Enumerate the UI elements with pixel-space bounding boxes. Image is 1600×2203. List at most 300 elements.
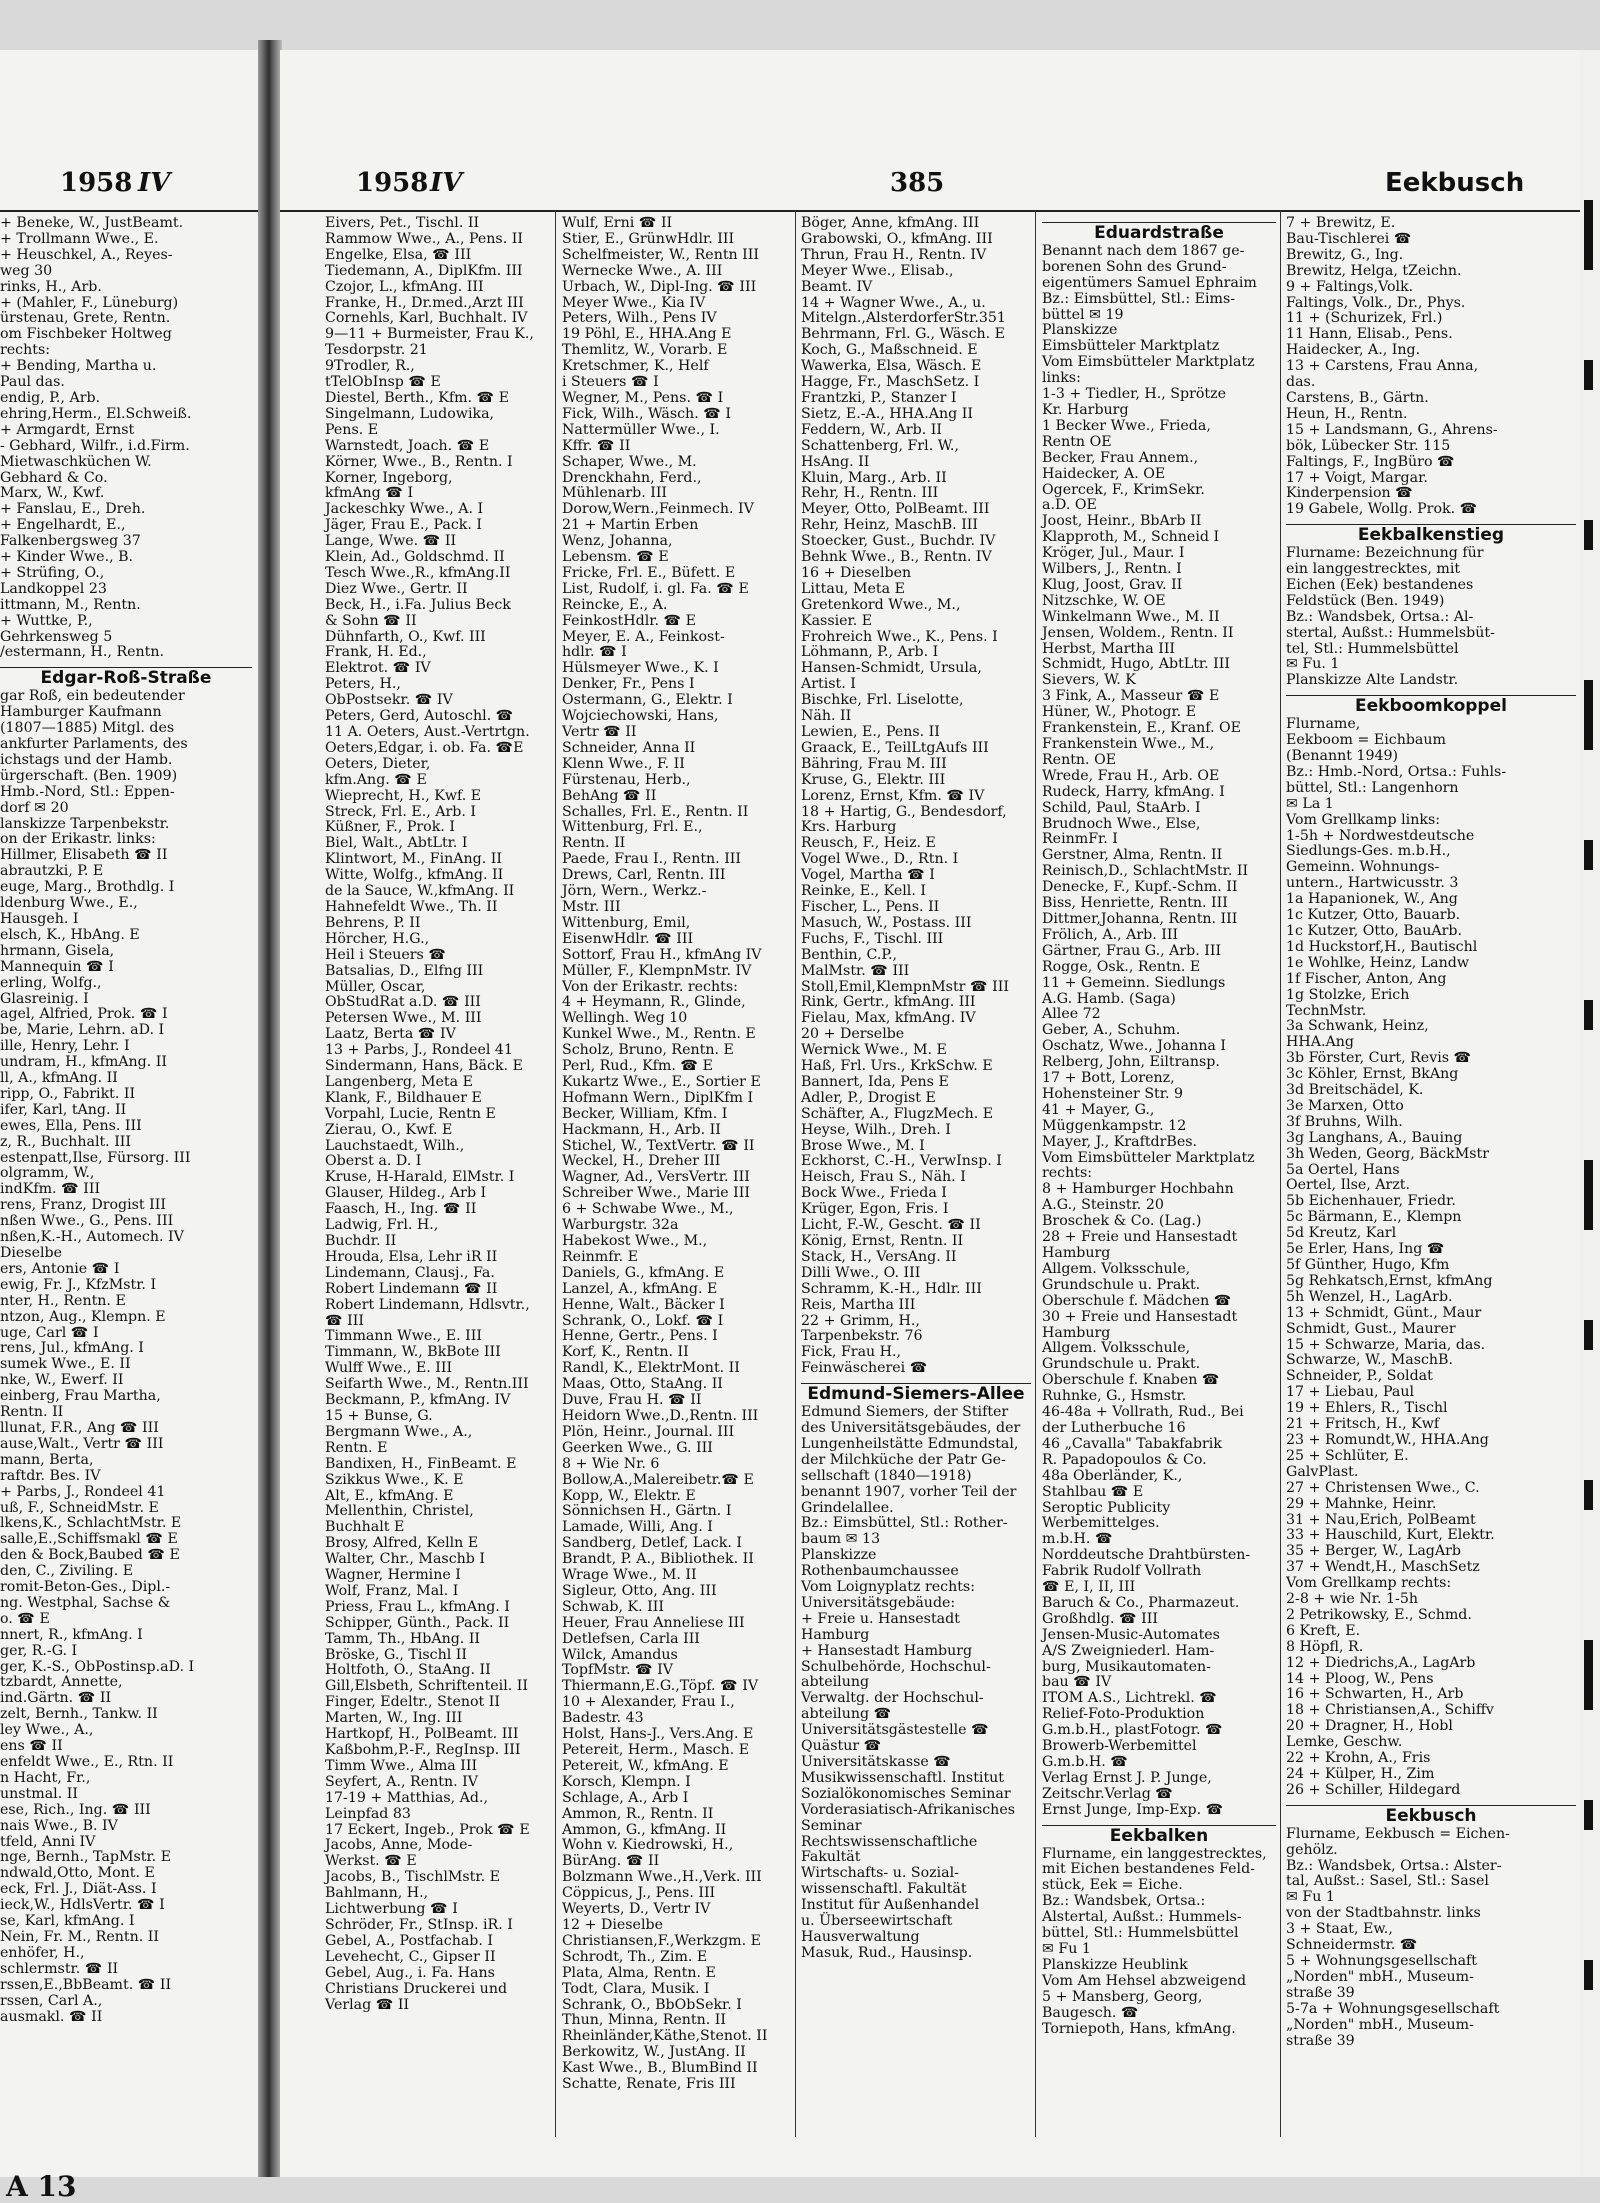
directory-entry: Schwarze, W., MaschB. (1286, 1352, 1453, 1369)
column-divider (555, 210, 556, 2137)
thumb-index-mark (1584, 520, 1593, 550)
directory-entry: /estermann, H., Rentn. (0, 644, 165, 661)
book-gutter (258, 40, 282, 2177)
directory-entry: Heisch, Frau S., Näh. I (801, 1169, 966, 1186)
directory-entry: Sandberg, Detlef, Lack. I (562, 1535, 742, 1552)
directory-entry: Faltings, F., IngBüro ☎ (1286, 453, 1455, 470)
directory-entry: (Benannt 1949) (1286, 748, 1399, 764)
directory-entry: 46 „Cavalla" Tabakfabrik (1042, 1435, 1222, 1452)
directory-entry: Schwab, K. III (562, 1598, 664, 1615)
directory-entry: Warburgstr. 32a (562, 1217, 679, 1234)
directory-entry: List, Rudolf, i. gl. Fa. ☎ E (562, 580, 749, 597)
directory-entry: Streck, Frl. E., Arb. I (325, 803, 476, 820)
directory-entry: Mühlenarb. III (562, 485, 668, 502)
directory-entry: nter, H., Rentn. E (0, 1292, 126, 1309)
directory-entry: Wellingh. Weg 10 (562, 1010, 688, 1027)
directory-entry: zelt, Bernh., Tankw. II (0, 1706, 158, 1723)
directory-entry: Klug, Joost, Grav. II (1042, 576, 1183, 593)
directory-entry: 8 Höpfl, R. (1286, 1638, 1364, 1655)
directory-entry: 15 + Schwarze, Maria, das. (1286, 1336, 1486, 1353)
directory-entry: Faltings, Volk., Dr., Phys. (1286, 294, 1466, 311)
directory-entry: Gehrkensweg 5 (0, 628, 113, 645)
directory-entry: Ostermann, G., Elektr. I (562, 692, 733, 709)
directory-entry: Mannequin ☎ I (0, 958, 114, 975)
directory-entry: 3c Köhler, Ernst, BkAng (1286, 1066, 1459, 1083)
right-page (280, 50, 1580, 2177)
directory-entry: Detlefsen, Carla III (562, 1630, 700, 1647)
directory-entry: Glasreinig. I (0, 990, 89, 1007)
directory-entry: Bergmann Wwe., A., (325, 1423, 473, 1440)
directory-entry: Verlag ☎ II (325, 1996, 410, 2013)
directory-entry: + Heuschkel, A., Reyes- (0, 246, 173, 263)
directory-entry: Gebhard & Co. (0, 469, 108, 486)
directory-entry: 15 + Bunse, G. (325, 1407, 433, 1424)
directory-entry: Hmb.-Nord, Stl.: Eppen- (0, 783, 175, 800)
directory-entry: Seroptic Publicity (1042, 1499, 1171, 1516)
directory-entry: Ladwig, Frl. H., (325, 1217, 439, 1234)
directory-entry: Duve, Frau H. ☎ II (562, 1392, 702, 1409)
directory-entry: Szikkus Wwe., K. E (325, 1471, 464, 1488)
directory-entry: 41 + Mayer, G., (1042, 1101, 1155, 1118)
directory-entry: salle,E.,Schiffsmakl ☎ E (0, 1531, 178, 1548)
directory-entry: Jackeschky Wwe., A. I (325, 501, 484, 518)
left-header-year: 1958 (60, 168, 133, 198)
directory-entry: Universitätskasse ☎ (801, 1754, 951, 1770)
thumb-index-mark (1584, 1160, 1593, 1230)
directory-entry: Timm Wwe., Alma III (325, 1757, 478, 1774)
directory-entry: Urbach, W., Dipl-Ing. ☎ III (562, 278, 757, 295)
directory-entry: Denker, Fr., Pens I (562, 676, 695, 693)
directory-entry: Lange, Wwe. ☎ II (325, 533, 457, 550)
directory-entry: 1a Hapanionek, W., Ang (1286, 891, 1458, 908)
directory-entry: 19 Pöhl, E., HHA.Ang E (562, 326, 732, 343)
directory-entry: 46-48a + Vollrath, Rud., Bei (1042, 1404, 1244, 1421)
directory-entry: tTelObInsp ☎ E (325, 374, 441, 391)
directory-entry: den & Bock,Baubed ☎ E (0, 1547, 180, 1564)
directory-entry: Bannert, Ida, Pens E (801, 1073, 949, 1090)
directory-entry: Timmann Wwe., E. III (325, 1328, 482, 1345)
directory-entry: Priess, Frau L., kfmAng. I (325, 1598, 510, 1615)
directory-entry: Mstr. III (562, 898, 621, 915)
directory-entry: Hrouda, Elsa, Lehr iR II (325, 1248, 498, 1265)
directory-entry: ley Wwe., A., (0, 1722, 94, 1739)
directory-column-1 (325, 216, 551, 2191)
directory-entry: rens, Jul., kfmAng. I (0, 1340, 144, 1357)
directory-entry: Oeters, Dieter, (325, 755, 431, 772)
directory-entry: Zierau, O., Kwf. E (325, 1121, 453, 1138)
directory-entry: Schäfter, A., FlugzMech. E (801, 1105, 994, 1122)
directory-entry: 2-8 + wie Nr. 1-5h (1286, 1591, 1418, 1608)
directory-entry: 1-3 + Tiedler, H., Sprötze (1042, 386, 1227, 403)
directory-entry: Bollow,A.,Malereibetr.☎ E (562, 1471, 754, 1488)
directory-entry: Werkst. ☎ E (325, 1853, 417, 1870)
directory-entry: ewes, Ella, Pens. III (0, 1117, 142, 1134)
directory-entry: Denecke, F., Kupf.-Schm. II (1042, 879, 1238, 896)
directory-entry: Schneidermstr. ☎ (1286, 1937, 1418, 1954)
directory-entry: Frank, H. Ed., (325, 644, 427, 661)
directory-entry: GalvPlast. (1286, 1463, 1359, 1480)
directory-entry: Eimsbütteler Marktplatz (1042, 338, 1220, 355)
directory-entry: bau ☎ IV (1042, 1674, 1112, 1691)
directory-entry: Kunkel Wwe., M., Rentn. E (562, 1026, 756, 1043)
directory-entry: 6 + Schwabe Wwe., M., (562, 1201, 734, 1218)
directory-entry: Eekboom = Eichbaum (1286, 732, 1446, 749)
directory-entry: Hartkopf, H., PolBeamt. III (325, 1726, 519, 1743)
directory-entry: Masuch, W., Postass. III (801, 914, 972, 931)
directory-entry: Laatz, Berta ☎ IV (325, 1026, 456, 1043)
directory-entry: Themlitz, W., Vorarb. E (562, 342, 728, 359)
directory-entry: m.b.H. ☎ (1042, 1531, 1113, 1548)
directory-entry: 3 Fink, A., Masseur ☎ E (1042, 688, 1220, 705)
directory-entry: 1f Fischer, Anton, Ang (1286, 970, 1447, 987)
directory-entry: + Kinder Wwe., B. (0, 549, 134, 566)
page-edge-thumb-marks (1580, 50, 1600, 2177)
directory-entry: Behrmann, Frl. G., Wäsch. E (801, 326, 1006, 343)
directory-entry: Schmidt, Hugo, AbtLtr. III (1042, 656, 1230, 673)
directory-entry: 11 Hann, Elisab., Pens. (1286, 326, 1453, 343)
directory-entry: 5h Wenzel, H., LagArb. (1286, 1288, 1453, 1305)
directory-entry: Lamade, Willi, Ang. I (562, 1519, 713, 1536)
directory-entry: rssen,E.,BbBeamt. ☎ II (0, 1976, 172, 1993)
directory-entry: ldenburg Wwe., E., (0, 895, 138, 912)
directory-entry: burg, Musikautomaten- (1042, 1658, 1211, 1675)
thumb-index-mark (1584, 1320, 1593, 1350)
directory-entry: Allee 72 (1042, 1006, 1101, 1023)
directory-entry: 48a Oberländer, K., (1042, 1467, 1183, 1484)
directory-entry: Brosy, Alfred, Kelln E (325, 1535, 479, 1552)
directory-entry: Hülsmeyer Wwe., K. I (562, 660, 719, 677)
directory-entry: olgramm, W., (0, 1165, 95, 1182)
directory-entry: Vom Am Hehsel abzweigend (1042, 1972, 1247, 1989)
directory-entry: Musikwissenschaftl. Institut (801, 1769, 1004, 1786)
street-heading: Edmund-Siemers-Allee (801, 1383, 1031, 1403)
directory-entry: Vom Grellkamp links: (1286, 811, 1441, 828)
directory-entry: Sietz, E.-A., HHA.Ang II (801, 405, 973, 422)
directory-entry: 3b Förster, Curt, Revis ☎ (1286, 1050, 1472, 1067)
directory-entry: Tesdorpstr. 21 (325, 342, 428, 359)
directory-entry: 30 + Freie und Hansestadt (1042, 1308, 1238, 1325)
directory-entry: Krs. Harburg (801, 819, 897, 836)
directory-entry: Joost, Heinr., BbArb II (1042, 513, 1202, 530)
directory-entry: Buchhalt E (325, 1519, 405, 1536)
directory-entry: Bz.: Eimsbüttel, Stl.: Rother- (801, 1515, 1008, 1532)
directory-entry: R. Papadopoulos & Co. (1042, 1451, 1207, 1468)
directory-entry: ger, K.-S., ObPostinsp.aD. I (0, 1658, 195, 1675)
directory-entry: Witte, Wolfg., kfmAng. II (325, 867, 504, 884)
directory-entry: Wawerka, Elsa, Wäsch. E (801, 358, 982, 375)
directory-entry: lanskizze Tarpenbekstr. (0, 815, 170, 832)
directory-entry: erling, Wolfg., (0, 974, 102, 991)
directory-entry: ✉ La 1 (1286, 795, 1334, 812)
directory-entry: 5f Günther, Hugo, Kfm (1286, 1257, 1450, 1273)
directory-entry: 16 + Dieselben (801, 564, 912, 581)
directory-entry: Schrank, O., Lokf. ☎ I (562, 1312, 724, 1329)
directory-entry: Fakultät (801, 1849, 861, 1866)
directory-entry: Wieprecht, H., Kwf. E (325, 787, 482, 804)
directory-entry: Hofmann Wern., DiplKfm I (562, 1089, 754, 1106)
directory-entry: Landkoppel 23 (0, 580, 107, 597)
directory-entry: nßen Wwe., G., Pens. III (0, 1213, 174, 1230)
directory-entry: 23 + Romundt,W., HHA.Ang (1286, 1431, 1489, 1448)
directory-entry: Nattermüller Wwe., I. (562, 421, 720, 438)
directory-entry: gar Roß, ein bedeutender (0, 688, 185, 705)
directory-entry: Rothenbaumchaussee (801, 1563, 959, 1580)
directory-entry: Holst, Hans-J., Vers.Ang. E (562, 1726, 754, 1743)
directory-entry: Fabrik Rudolf Vollrath (1042, 1563, 1202, 1580)
directory-entry: Oberschule f. Mädchen ☎ (1042, 1292, 1232, 1309)
directory-entry: ll, A., kfmAng. II (0, 1070, 118, 1087)
directory-entry: TechnMstr. (1286, 1002, 1367, 1019)
directory-entry: 5 + Wohnungsgesellschaft (1286, 1952, 1478, 1969)
directory-entry: Timmann, W., BkBote III (325, 1344, 501, 1361)
directory-entry: wissenschaftl. Fakultät (801, 1881, 967, 1898)
directory-entry: Kaßbohm,P.-F., RegInsp. III (325, 1742, 521, 1758)
directory-entry: abrautzki, P. E (0, 863, 104, 880)
directory-entry: Gretenkord Wwe., M., (801, 596, 961, 613)
directory-entry: Hamburger Kaufmann (0, 704, 162, 721)
directory-entry: 11 + (Schurizek, Frl.) (1286, 310, 1443, 327)
directory-entry: Stoecker, Gust., Buchdr. IV (801, 533, 996, 550)
directory-entry: BehAng ☎ II (562, 787, 657, 804)
directory-entry: Habekost Wwe., M., (562, 1233, 708, 1249)
directory-entry: weg 30 (0, 262, 53, 279)
directory-entry: Oberst a. D. I (325, 1153, 422, 1170)
directory-entry: se, Karl, kfmAng. I (0, 1913, 135, 1930)
directory-entry: ürgerschaft. (Ben. 1909) (0, 767, 178, 784)
left-header-volume: IV (138, 168, 171, 198)
directory-entry: 26 + Schiller, Hildegard (1286, 1781, 1461, 1798)
directory-entry: Ammon, R., Rentn. II (562, 1805, 714, 1822)
directory-entry: Hamburg (1042, 1245, 1111, 1261)
directory-entry: Bähring, Frau M. III (801, 755, 947, 772)
directory-entry: Sievers, W. K (1042, 672, 1136, 689)
directory-entry: + Fanslau, E., Dreh. (0, 501, 146, 518)
directory-entry: 17 Eckert, Ingeb., Prok ☎ E (325, 1821, 530, 1838)
column-divider (1035, 210, 1036, 2137)
directory-entry: Klapproth, M., Schneid I (1042, 529, 1220, 546)
directory-entry: Löhmann, P., Arb. I (801, 644, 939, 661)
directory-entry: Bz.: Wandsbek, Ortsa.: Al- (1286, 608, 1474, 625)
directory-entry: Wrage Wwe., M. II (562, 1567, 697, 1584)
right-page-header (280, 168, 1580, 208)
directory-entry: ☎ E, I, II, III (1042, 1579, 1136, 1596)
directory-entry: büttel, Stl.: Langenhorn (1286, 779, 1459, 796)
directory-entry: 35 + Berger, W., LagArb (1286, 1543, 1461, 1560)
directory-entry: HHA.Ang (1286, 1034, 1354, 1051)
directory-entry: 1c Kutzer, Otto, BauArb. (1286, 922, 1462, 939)
directory-entry: links: (1042, 370, 1081, 387)
directory-entry: Schreiber Wwe., Marie III (562, 1185, 750, 1202)
directory-entry: Wilck, Amandus (562, 1646, 678, 1663)
directory-entry: Lungenheilstätte Edmundstal, (801, 1435, 1019, 1452)
directory-entry: Kinderpension ☎ (1286, 485, 1413, 502)
directory-entry: Hausgeh. I (0, 910, 79, 927)
directory-entry: Engelke, Elsa, ☎ III (325, 246, 472, 263)
directory-entry: Reinke, E., Kell. I (801, 883, 926, 900)
directory-entry: Schatte, Renate, Fris III (562, 2076, 736, 2093)
directory-entry: Rentn. E (325, 1439, 388, 1456)
directory-entry: nßen,K.-H., Automech. IV (0, 1229, 184, 1246)
directory-entry: Stichel, W., TextVertr. ☎ II (562, 1137, 755, 1154)
directory-entry: Gebel, A., Postfachab. I (325, 1932, 493, 1949)
directory-entry: Brudnoch Wwe., Else, (1042, 815, 1201, 832)
directory-entry: Reinisch,D., SchlachtMstr. II (1042, 863, 1249, 880)
directory-entry: Beckmann, P., kfmAng. IV (325, 1392, 511, 1409)
directory-entry: 5 + Mansberg, Georg, (1042, 1988, 1203, 2005)
directory-entry: Fuchs, F., Tischl. III (801, 930, 944, 947)
directory-entry: Schlage, A., Arb I (562, 1789, 689, 1806)
directory-entry: Lichtwerbung ☎ I (325, 1901, 458, 1918)
directory-entry: Mellenthin, Christel, (325, 1503, 474, 1520)
directory-entry: Ernst Junge, Imp-Exp. ☎ (1042, 1801, 1224, 1818)
directory-entry: Czojor, L., kfmAng. III (325, 278, 484, 295)
directory-entry: 8 + Wie Nr. 6 (562, 1455, 660, 1472)
directory-entry: + Wuttke, P., (0, 612, 93, 629)
directory-entry: Planskizze Heublink (1042, 1956, 1188, 1973)
directory-entry: 1-5h + Nordwestdeutsche (1286, 827, 1475, 844)
directory-entry: Bz.: Eimsbüttel, Stl.: Eims- (1042, 290, 1236, 307)
directory-entry: Quästur ☎ (801, 1738, 882, 1755)
directory-entry: Gill,Elsbeth, Schriftenteil. II (325, 1678, 528, 1695)
thumb-index-mark (1584, 680, 1593, 750)
directory-entry: 17-19 + Matthias, Ad., (325, 1789, 488, 1806)
directory-entry: 1 Becker Wwe., Frieda, (1042, 417, 1211, 434)
directory-entry: Buchdr. II (325, 1233, 397, 1249)
directory-entry: Wohn v. Kiedrowski, H., (562, 1837, 734, 1854)
directory-entry: Behrens, P. II (325, 914, 421, 931)
directory-entry: ieck,W., HdlsVertr. ☎ I (0, 1897, 165, 1914)
directory-entry: Kretschmer, K., Helf (562, 358, 709, 375)
directory-entry: 9Trodler, R., (325, 358, 415, 375)
directory-entry: von der Stadtbahnstr. links (1286, 1905, 1481, 1922)
directory-entry: Rehr, Heinz, MaschB. III (801, 517, 979, 534)
directory-entry: Reis, Martha III (801, 1296, 916, 1313)
directory-entry: Thun, Minna, Rentn. II (562, 2012, 726, 2029)
directory-entry: Feinwäscherei ☎ (801, 1360, 928, 1377)
directory-entry: Körner, Wwe., B., Rentn. I (325, 453, 513, 470)
directory-entry: Mayer, J., KraftdrBes. (1042, 1133, 1198, 1150)
directory-entry: uge, Carl ☎ I (0, 1324, 99, 1341)
directory-entry: Bz.: Hmb.-Nord, Ortsa.: Fuhls- (1286, 763, 1507, 780)
directory-entry: Oertel, Ilse, Arzt. (1286, 1177, 1411, 1194)
directory-entry: Schild, Paul, StaArb. I (1042, 799, 1201, 816)
directory-entry: Diez Wwe., Gertr. II (325, 580, 468, 597)
directory-entry: om Fischbeker Holtweg (0, 326, 172, 343)
directory-entry: Lorenz, Ernst, Kfm. ☎ IV (801, 787, 985, 804)
directory-entry: Becker, William, Kfm. I (562, 1105, 728, 1122)
directory-entry: tel, Stl.: Hummelsbüttel (1286, 640, 1459, 657)
directory-entry: Rentn. II (562, 835, 626, 852)
directory-entry: Mietwaschküchen W. (0, 453, 152, 470)
directory-entry: tal, Außst.: Sasel, Stl.: Sasel (1286, 1873, 1489, 1890)
directory-entry: A.G. Hamb. (Saga) (1042, 990, 1176, 1007)
directory-entry: Grundschule u. Prakt. (1042, 1356, 1201, 1373)
directory-entry: ein langgestrecktes, mit (1286, 561, 1461, 578)
directory-entry: uß, F., SchneidMstr. E (0, 1499, 159, 1516)
directory-entry: 1g Stolzke, Erich (1286, 986, 1410, 1003)
directory-entry: Korsch, Klempn. I (562, 1773, 691, 1790)
directory-entry: Haidecker, A. OE (1042, 465, 1166, 482)
directory-entry: Lanzel, A., kfmAng. E (562, 1280, 718, 1297)
directory-entry: Brose Wwe., M. I (801, 1137, 925, 1154)
directory-entry: Wojciechowski, Hans, (562, 708, 719, 725)
directory-entry: Thrun, Frau H., Rentn. IV (801, 246, 987, 263)
directory-entry: ReinmFr. I (1042, 831, 1118, 848)
directory-entry: ause,Walt., Vertr ☎ III (0, 1435, 164, 1452)
left-page-header (0, 168, 262, 208)
directory-entry: Kröger, Jul., Maur. I (1042, 545, 1185, 562)
directory-entry: 20 + Derselbe (801, 1026, 905, 1043)
directory-entry: & Sohn ☎ II (325, 612, 417, 629)
directory-entry: Koch, G., Maßschneid. E (801, 342, 978, 359)
street-heading: Eekboomkoppel (1286, 695, 1576, 715)
directory-entry: Schneider, Anna II (562, 739, 696, 756)
directory-entry: 19 + Ehlers, R., Tischl (1286, 1400, 1448, 1417)
directory-entry: Vom Loignyplatz rechts: (801, 1579, 975, 1596)
directory-entry: Schmidt, Gust., Maurer (1286, 1320, 1456, 1337)
directory-entry: Jensen-Music-Automates (1042, 1626, 1220, 1643)
directory-entry: Walter, Chr., Maschb I (325, 1551, 485, 1568)
directory-entry: ObPostsekr. ☎ IV (325, 692, 453, 709)
street-heading: Eekbalken (1042, 1825, 1276, 1845)
directory-entry: ürstenau, Grete, Rentn. (0, 310, 171, 327)
directory-entry: Verwaltg. der Hochschul- (801, 1690, 984, 1707)
directory-entry: A.G., Steinstr. 20 (1042, 1197, 1164, 1214)
column-divider (1280, 210, 1281, 2137)
directory-entry: Edmund Siemers, der Stifter (801, 1404, 1009, 1421)
directory-entry: borenen Sohn des Grund- (1042, 258, 1227, 275)
directory-column-3 (801, 216, 1031, 2191)
directory-entry: Fricke, Frl. E., Büfett. E (562, 564, 736, 581)
directory-entry: 3g Langhans, A., Bauing (1286, 1129, 1463, 1146)
directory-entry: Jensen, Woldem., Rentn. II (1042, 624, 1234, 641)
directory-entry: Wolf, Franz, Mal. I (325, 1582, 459, 1599)
directory-entry: indKfm. ☎ III (0, 1181, 101, 1198)
directory-entry: Stahlbau ☎ E (1042, 1483, 1144, 1500)
directory-entry: Seyfert, A., Rentn. IV (325, 1773, 478, 1790)
thumb-index-mark (1584, 1640, 1593, 1710)
directory-entry: a.D. OE (1042, 497, 1097, 514)
directory-entry: Feldstück (Ben. 1949) (1286, 592, 1445, 609)
directory-entry: Lauchstaedt, Wilh., (325, 1137, 465, 1154)
directory-entry: Schipper, Günth., Pack. II (325, 1614, 510, 1631)
directory-entry: Kruse, H-Harald, ElMstr. I (325, 1169, 515, 1186)
directory-entry: Jacobs, Anne, Mode- (325, 1837, 473, 1854)
directory-entry: Jacobs, B., TischlMstr. E (325, 1869, 500, 1886)
directory-entry: Haidecker, A., Ing. (1286, 342, 1421, 359)
directory-entry: enhöfer, H., (0, 1944, 85, 1961)
directory-entry: on der Erikastr. links: (0, 831, 156, 848)
column-divider (795, 210, 796, 2137)
directory-entry: nge, Bernh., TapMstr. E (0, 1849, 172, 1866)
directory-entry: Klank, F., Bildhauer E (325, 1089, 482, 1106)
directory-entry: ens ☎ II (0, 1738, 63, 1755)
directory-entry: Hüner, W., Photogr. E (1042, 704, 1197, 721)
directory-entry: Faasch, H., Ing. ☎ II (325, 1201, 477, 1218)
directory-entry: Gärtner, Frau G., Arb. III (1042, 942, 1222, 959)
directory-entry: 5b Eichenhauer, Friedr. (1286, 1193, 1456, 1210)
directory-entry: Tarpenbekstr. 76 (801, 1328, 923, 1345)
directory-entry: Heun, H., Rentn. (1286, 405, 1408, 422)
directory-entry: 28 + Freie und Hansestadt (1042, 1229, 1238, 1246)
directory-entry: Masuk, Rud., Hausinsp. (801, 1944, 973, 1961)
directory-entry: Paede, Frau I., Rentn. III (562, 851, 742, 868)
directory-entry: des Universitätsgebäudes, der (801, 1419, 1021, 1436)
directory-entry: „Norden" mbH., Museum- (1286, 1968, 1474, 1985)
directory-entry: Brewitz, G., Ing. (1286, 246, 1404, 263)
directory-entry: Bröske, G., Tischl II (325, 1646, 468, 1663)
directory-entry: Meyer, E. A., Feinkost- (562, 628, 725, 645)
